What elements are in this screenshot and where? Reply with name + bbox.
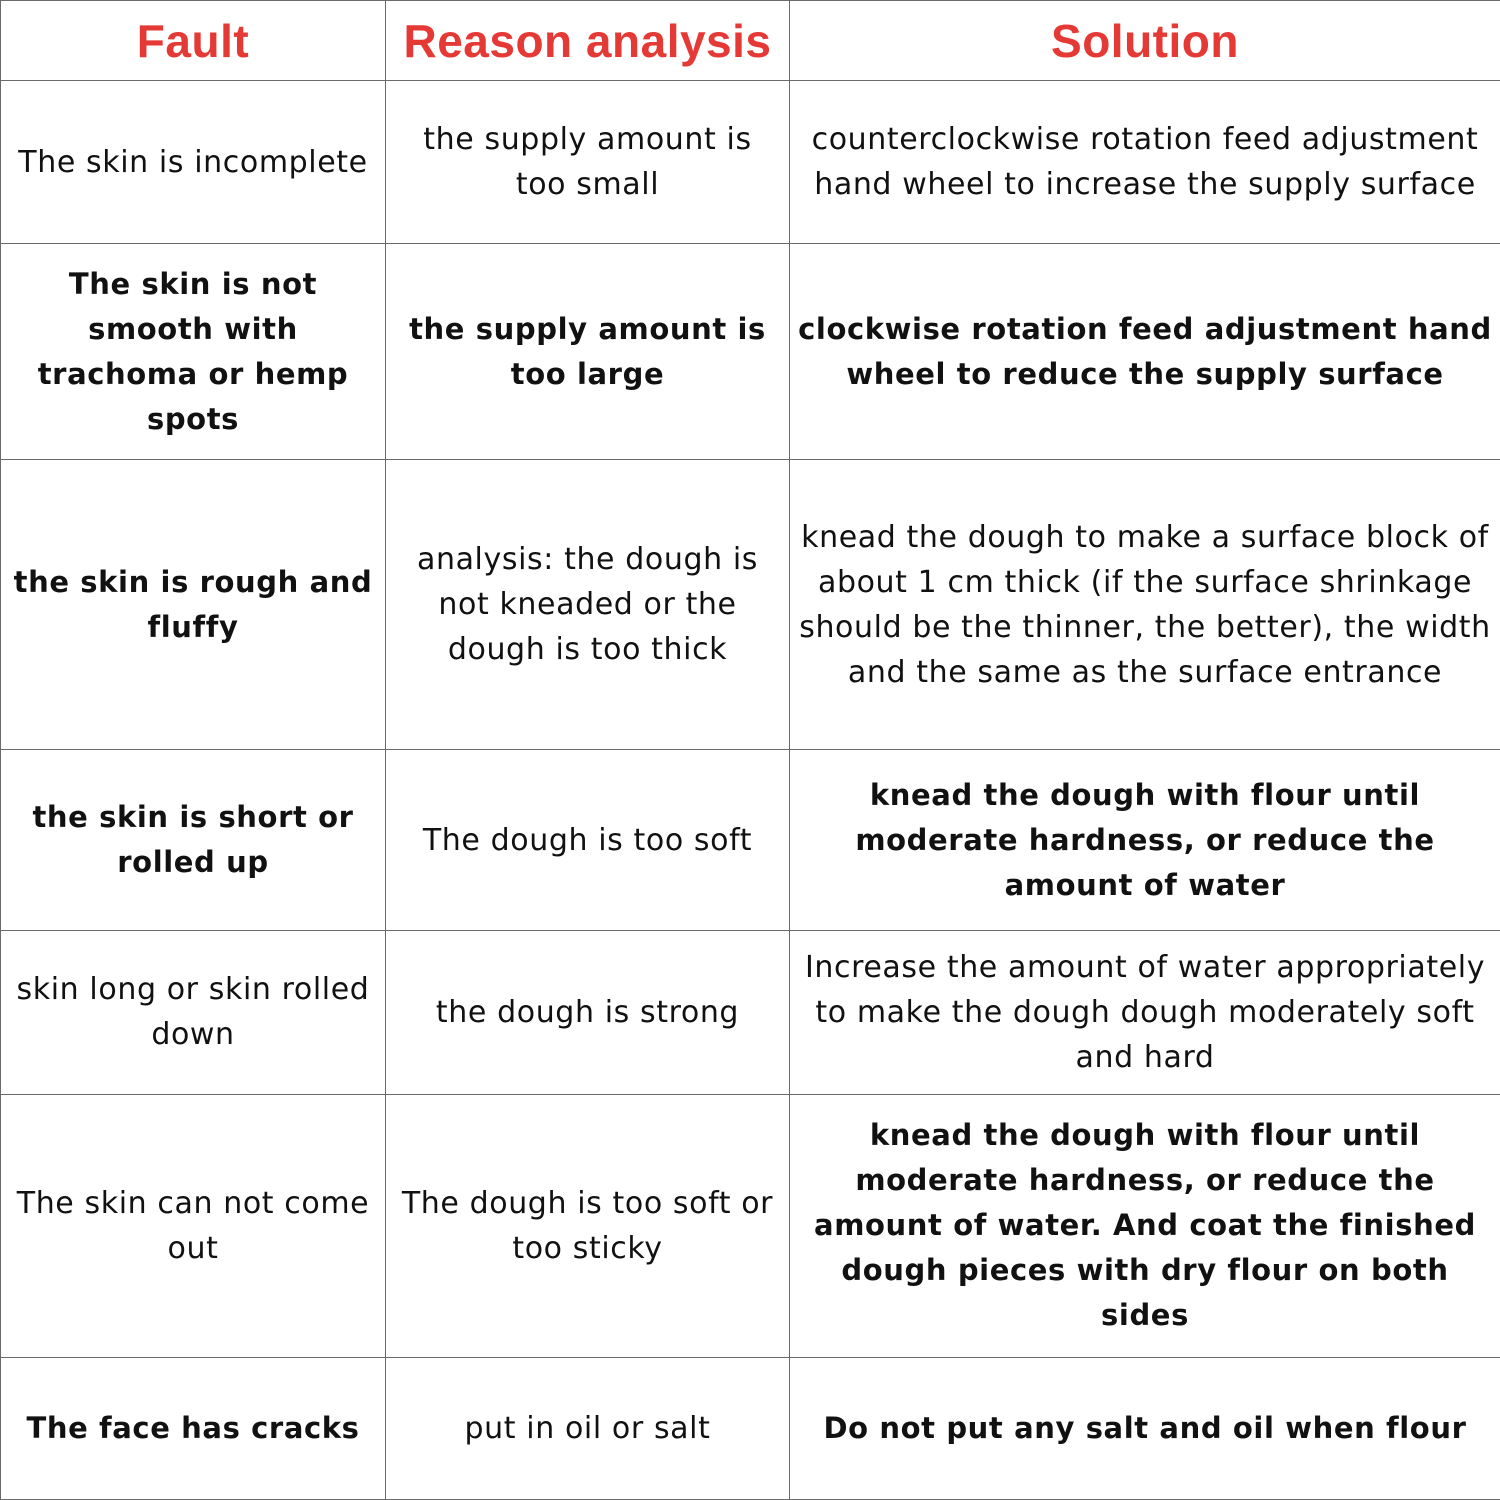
solution-cell: knead the dough with flour until moderate hardness, or reduce the amount of water [790, 750, 1500, 930]
reason-cell: put in oil or salt [386, 1357, 790, 1499]
solution-cell: clockwise rotation feed adjustment hand wheel to reduce the supply surface [790, 244, 1500, 460]
header-row [1, 1, 1500, 81]
solution-cell: Do not put any salt and oil when flour [790, 1357, 1500, 1499]
reason-cell: The dough is too soft or too sticky [386, 1094, 790, 1357]
fault-cell: The face has cracks [1, 1357, 386, 1499]
solution-cell: Increase the amount of water appropriately to make the dough dough moderately soft and hard [790, 930, 1500, 1094]
table-body [1, 81, 1500, 1500]
fault-cell: The skin can not come out [1, 1094, 386, 1357]
reason-cell: The dough is too soft [386, 750, 790, 930]
table-row [1, 1094, 1500, 1357]
solution-cell: counterclockwise rotation feed adjustment hand wheel to increase the supply surface [790, 81, 1500, 244]
solution-cell: knead the dough to make a surface block of about 1 cm thick (if the surface shrinkage should be the thinner, the better), the width and the same as the surface entrance [790, 460, 1500, 750]
table-row [1, 81, 1500, 244]
reason-cell: the supply amount is too large [386, 244, 790, 460]
reason-cell: analysis: the dough is not kneaded or the dough is too thick [386, 460, 790, 750]
table-header [1, 1, 1500, 81]
table-row [1, 460, 1500, 750]
header-reason-analysis: Reason analysis [386, 1, 790, 81]
fault-cell: the skin is short or rolled up [1, 750, 386, 930]
solution-cell: knead the dough with flour until moderate hardness, or reduce the amount of water. And coat the finished dough pieces with dry flour on both sides [790, 1094, 1500, 1357]
table-row [1, 930, 1500, 1094]
header-fault: Fault [1, 1, 386, 81]
table-row [1, 750, 1500, 930]
fault-cell: skin long or skin rolled down [1, 930, 386, 1094]
table-row [1, 244, 1500, 460]
header-solution: Solution [790, 1, 1500, 81]
table-row [1, 1357, 1500, 1499]
fault-cell: The skin is incomplete [1, 81, 386, 244]
fault-cell: The skin is not smooth with trachoma or hemp spots [1, 244, 386, 460]
reason-cell: the dough is strong [386, 930, 790, 1094]
reason-cell: the supply amount is too small [386, 81, 790, 244]
fault-cell: the skin is rough and fluffy [1, 460, 386, 750]
